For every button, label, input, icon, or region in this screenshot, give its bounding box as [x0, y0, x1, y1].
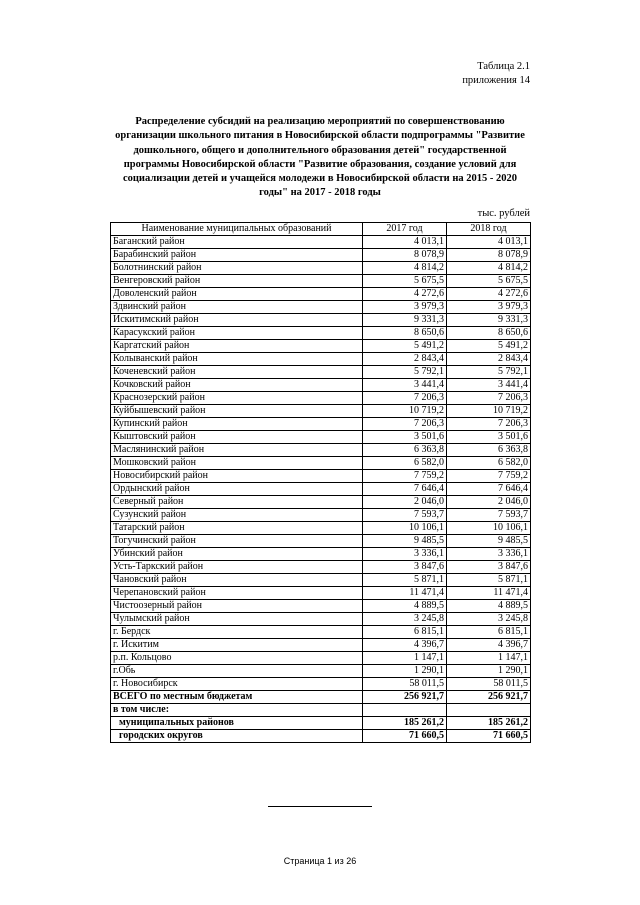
table-row: [111, 665, 531, 678]
value-2017-cell: 6 815,1: [363, 626, 447, 639]
value-2018-cell: 3 847,6: [447, 561, 531, 574]
municipality-cell: Искитимский район: [111, 314, 363, 327]
value-2017-cell: 256 921,7: [363, 691, 447, 704]
value-2018-cell: 5 675,5: [447, 275, 531, 288]
municipality-cell: Черепановский район: [111, 587, 363, 600]
table-row: [111, 275, 531, 288]
value-2017-cell: 6 582,0: [363, 457, 447, 470]
table-row: [111, 483, 531, 496]
table-row: [111, 340, 531, 353]
value-2017-cell: 8 078,9: [363, 249, 447, 262]
table-row: [111, 652, 531, 665]
value-2018-cell: 9 331,3: [447, 314, 531, 327]
municipality-cell: Чулымский район: [111, 613, 363, 626]
table-row: [111, 613, 531, 626]
table-row: [111, 288, 531, 301]
value-2017-cell: 2 843,4: [363, 353, 447, 366]
municipality-cell: Каргатский район: [111, 340, 363, 353]
table-reference: [462, 60, 530, 88]
table-row: [111, 379, 531, 392]
municipality-cell: Убинский район: [111, 548, 363, 561]
value-2017-cell: 1 290,1: [363, 665, 447, 678]
value-2017-cell: 5 792,1: [363, 366, 447, 379]
table-row: [111, 496, 531, 509]
municipality-cell: г.Обь: [111, 665, 363, 678]
value-2018-cell: 4 889,5: [447, 600, 531, 613]
page-footer: Страница 1 из 26: [283, 856, 357, 866]
value-2018-cell: 10 106,1: [447, 522, 531, 535]
value-2018-cell: 8 650,6: [447, 327, 531, 340]
municipality-cell: Баганский район: [111, 236, 363, 249]
value-2018-cell: 71 660,5: [447, 730, 531, 743]
value-2017-cell: 58 011,5: [363, 678, 447, 691]
value-2017-cell: 3 979,3: [363, 301, 447, 314]
value-2017-cell: 6 363,8: [363, 444, 447, 457]
header-municipality: Наименование муниципальных образований: [111, 223, 363, 236]
value-2017-cell: 3 336,1: [363, 548, 447, 561]
municipality-cell: Татарский район: [111, 522, 363, 535]
value-2018-cell: 3 441,4: [447, 379, 531, 392]
municipality-cell: Кыштовский район: [111, 431, 363, 444]
value-2017-cell: 7 646,4: [363, 483, 447, 496]
table-row: [111, 522, 531, 535]
value-2018-cell: 4 272,6: [447, 288, 531, 301]
table-row: [111, 600, 531, 613]
municipality-cell: Карасукский район: [111, 327, 363, 340]
value-2018-cell: 10 719,2: [447, 405, 531, 418]
table-row: [111, 249, 531, 262]
value-2018-cell: 6 582,0: [447, 457, 531, 470]
table-row: [111, 301, 531, 314]
value-2017-cell: 10 106,1: [363, 522, 447, 535]
municipality-cell: Коченевский район: [111, 366, 363, 379]
empty-cell: [363, 704, 447, 717]
table-row: [111, 626, 531, 639]
municipality-cell: Доволенский район: [111, 288, 363, 301]
municipality-cell: Венгеровский район: [111, 275, 363, 288]
value-2017-cell: 4 013,1: [363, 236, 447, 249]
table-row: [111, 405, 531, 418]
value-2017-cell: 9 331,3: [363, 314, 447, 327]
title-line: организации школьного питания в Новосибирской области подпрограммы "Развитие: [115, 130, 525, 142]
value-2017-cell: 4 272,6: [363, 288, 447, 301]
subsidy-table: [110, 222, 531, 743]
table-row: [111, 392, 531, 405]
value-2017-cell: 5 871,1: [363, 574, 447, 587]
value-2017-cell: 7 206,3: [363, 418, 447, 431]
table-number: Таблица 2.1: [477, 61, 530, 72]
value-2017-cell: 5 675,5: [363, 275, 447, 288]
value-2018-cell: 4 814,2: [447, 262, 531, 275]
table-row: [111, 418, 531, 431]
municipality-cell: Болотнинский район: [111, 262, 363, 275]
table-row: [111, 548, 531, 561]
municipality-cell: Ордынский район: [111, 483, 363, 496]
title-line: программы Новосибирской области "Развитие образования, создание условий для: [123, 158, 517, 170]
table-header-row: [111, 223, 531, 236]
value-2018-cell: 4 013,1: [447, 236, 531, 249]
value-2018-cell: 8 078,9: [447, 249, 531, 262]
municipality-cell: Усть-Таркский район: [111, 561, 363, 574]
municipality-cell: муниципальных районов: [111, 717, 363, 730]
municipality-cell: Новосибирский район: [111, 470, 363, 483]
value-2017-cell: 4 889,5: [363, 600, 447, 613]
title-line: годы" на 2017 - 2018 годы: [259, 187, 381, 199]
empty-cell: [447, 704, 531, 717]
value-2018-cell: 3 979,3: [447, 301, 531, 314]
value-2017-cell: 10 719,2: [363, 405, 447, 418]
table-row: [111, 587, 531, 600]
units-label: тыс. рублей: [477, 208, 530, 219]
table-row: [111, 236, 531, 249]
value-2017-cell: 3 501,6: [363, 431, 447, 444]
value-2018-cell: 7 206,3: [447, 392, 531, 405]
title-line: Распределение субсидий на реализацию мероприятий по совершенствованию: [135, 116, 505, 127]
value-2017-cell: 2 046,0: [363, 496, 447, 509]
footnote-divider: [268, 806, 372, 807]
value-2017-cell: 9 485,5: [363, 535, 447, 548]
table-row: [111, 353, 531, 366]
municipality-cell: Сузунский район: [111, 509, 363, 522]
value-2017-cell: 3 245,8: [363, 613, 447, 626]
table-body: [111, 223, 531, 743]
table-row: [111, 431, 531, 444]
value-2018-cell: 5 491,2: [447, 340, 531, 353]
value-2018-cell: 7 206,3: [447, 418, 531, 431]
table-row: [111, 262, 531, 275]
value-2018-cell: 6 815,1: [447, 626, 531, 639]
value-2017-cell: 4 814,2: [363, 262, 447, 275]
municipality-cell: городских округов: [111, 730, 363, 743]
document-title: [110, 115, 530, 201]
municipality-cell: г. Бердск: [111, 626, 363, 639]
municipality-cell: Куйбышевский район: [111, 405, 363, 418]
municipality-cell: ВСЕГО по местным бюджетам: [111, 691, 363, 704]
table-row: [111, 327, 531, 340]
municipality-cell: Кочковский район: [111, 379, 363, 392]
municipality-cell: Здвинский район: [111, 301, 363, 314]
municipality-cell: Мошковский район: [111, 457, 363, 470]
value-2018-cell: 3 245,8: [447, 613, 531, 626]
table-row: [111, 444, 531, 457]
value-2017-cell: 7 759,2: [363, 470, 447, 483]
municipality-cell: Чановский район: [111, 574, 363, 587]
value-2018-cell: 256 921,7: [447, 691, 531, 704]
value-2017-cell: 4 396,7: [363, 639, 447, 652]
value-2017-cell: 11 471,4: [363, 587, 447, 600]
municipality-cell: р.п. Кольцово: [111, 652, 363, 665]
table-row: [111, 678, 531, 691]
value-2018-cell: 3 336,1: [447, 548, 531, 561]
table-row: [111, 457, 531, 470]
including-label: в том числе:: [111, 704, 363, 717]
value-2017-cell: 5 491,2: [363, 340, 447, 353]
table-row: [111, 314, 531, 327]
value-2018-cell: 2 843,4: [447, 353, 531, 366]
value-2017-cell: 3 847,6: [363, 561, 447, 574]
title-line: дошкольного, общего и дополнительного образования детей" государственной: [133, 144, 507, 156]
value-2018-cell: 1 147,1: [447, 652, 531, 665]
total-row: [111, 691, 531, 704]
table-row: [111, 366, 531, 379]
including-row: [111, 704, 531, 717]
table-row: [111, 561, 531, 574]
subtotal-municipal-row: [111, 717, 531, 730]
value-2017-cell: 1 147,1: [363, 652, 447, 665]
value-2017-cell: 7 593,7: [363, 509, 447, 522]
municipality-cell: Северный район: [111, 496, 363, 509]
value-2018-cell: 7 759,2: [447, 470, 531, 483]
value-2018-cell: 185 261,2: [447, 717, 531, 730]
header-2018: 2018 год: [447, 223, 531, 236]
municipality-cell: Краснозерский район: [111, 392, 363, 405]
appendix-number: приложения 14: [462, 75, 530, 86]
municipality-cell: г. Искитим: [111, 639, 363, 652]
value-2017-cell: 8 650,6: [363, 327, 447, 340]
municipality-cell: Купинский район: [111, 418, 363, 431]
municipality-cell: Тогучинский район: [111, 535, 363, 548]
value-2018-cell: 3 501,6: [447, 431, 531, 444]
value-2018-cell: 4 396,7: [447, 639, 531, 652]
subtotal-urban-row: [111, 730, 531, 743]
value-2017-cell: 3 441,4: [363, 379, 447, 392]
value-2018-cell: 7 593,7: [447, 509, 531, 522]
table-row: [111, 574, 531, 587]
table-row: [111, 509, 531, 522]
value-2018-cell: 58 011,5: [447, 678, 531, 691]
value-2017-cell: 185 261,2: [363, 717, 447, 730]
value-2017-cell: 71 660,5: [363, 730, 447, 743]
value-2018-cell: 5 792,1: [447, 366, 531, 379]
value-2018-cell: 11 471,4: [447, 587, 531, 600]
municipality-cell: Чистоозерный район: [111, 600, 363, 613]
value-2018-cell: 7 646,4: [447, 483, 531, 496]
table-row: [111, 535, 531, 548]
value-2017-cell: 7 206,3: [363, 392, 447, 405]
value-2018-cell: 1 290,1: [447, 665, 531, 678]
municipality-cell: Барабинский район: [111, 249, 363, 262]
table-row: [111, 470, 531, 483]
title-line: социализации детей и учащейся молодежи в Новосибирской области на 2015 - 2020: [122, 173, 518, 185]
municipality-cell: Колыванский район: [111, 353, 363, 366]
value-2018-cell: 6 363,8: [447, 444, 531, 457]
header-2017: 2017 год: [363, 223, 447, 236]
municipality-cell: Маслянинский район: [111, 444, 363, 457]
value-2018-cell: 9 485,5: [447, 535, 531, 548]
value-2018-cell: 5 871,1: [447, 574, 531, 587]
table-row: [111, 639, 531, 652]
value-2018-cell: 2 046,0: [447, 496, 531, 509]
municipality-cell: г. Новосибирск: [111, 678, 363, 691]
